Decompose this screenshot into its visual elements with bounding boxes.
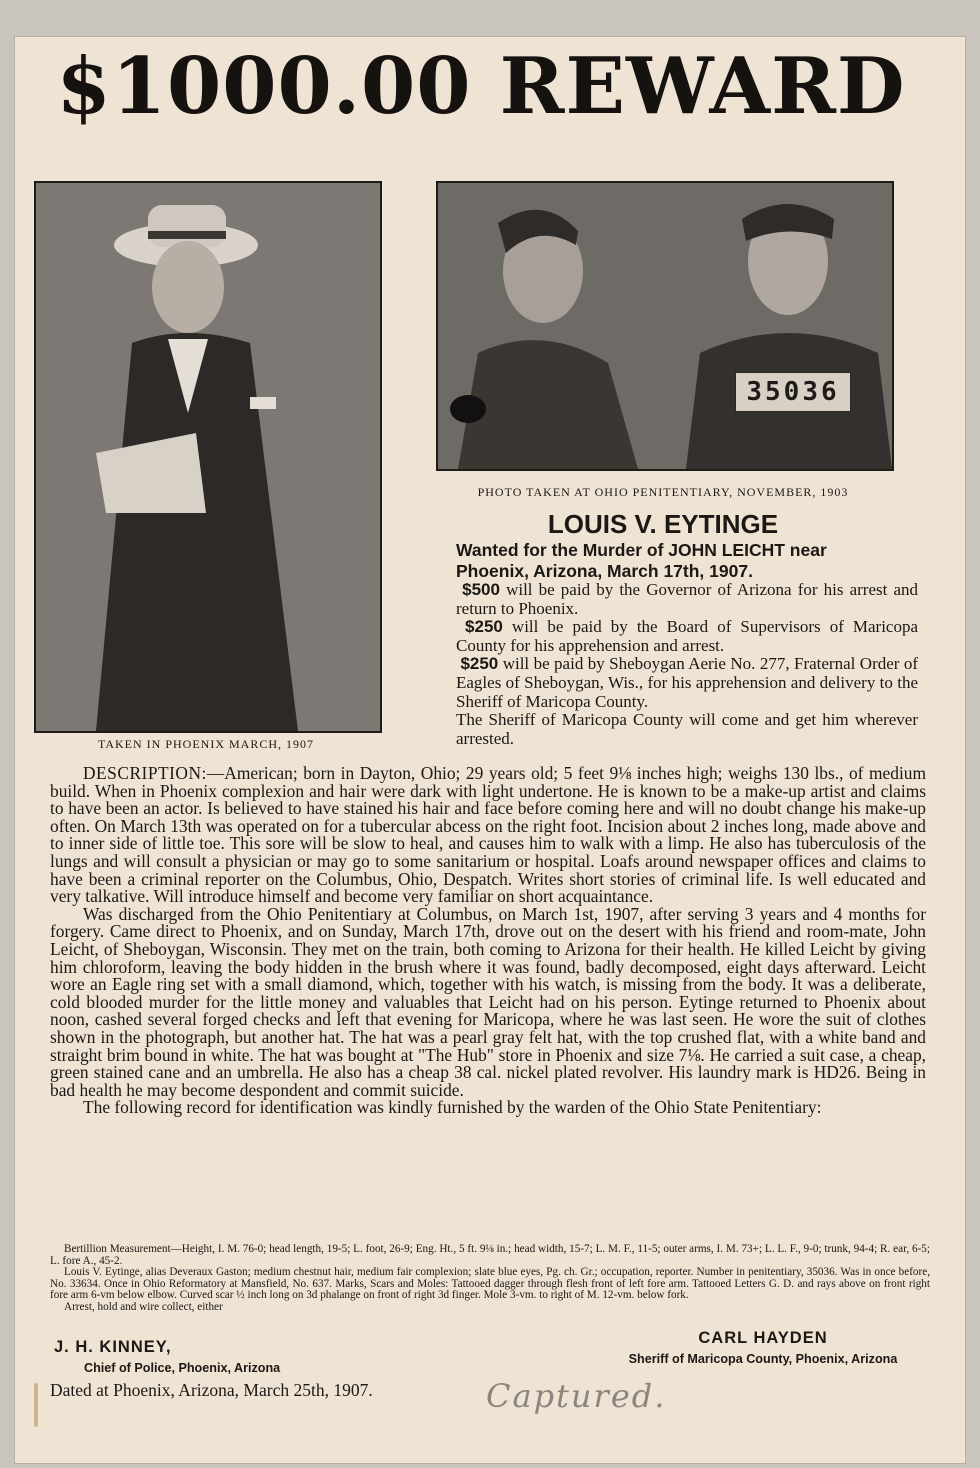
mugshot-photo	[436, 181, 894, 471]
string-tie	[34, 1383, 38, 1427]
wanted-statement	[456, 540, 930, 582]
reward-item	[456, 618, 918, 655]
reward-text: will be paid by the Board of Supervisors of Maricopa County for his apprehension and arrest.	[456, 617, 919, 655]
identification-record	[50, 1244, 930, 1313]
bertillon-measurements: Bertillion Measurement—Height, I. M. 76-0; head length, 19-5; L. foot, 26-9; Eng. Ht., 5 ft. 9⅛ in.; head width, 15-7; L. M. F., 11-5; outer arms, I. M. 73+; L. L. F., 9-0; trunk, 94-4; R. ear, 6-5; L. fore A., 45-2.	[50, 1243, 930, 1267]
signer-title: Sheriff of Maricopa County, Phoenix, Arizona	[628, 1352, 898, 1366]
description-body	[50, 765, 926, 1117]
fugitive-name: LOUIS V. EYTINGE	[547, 509, 779, 539]
reward-item	[456, 655, 918, 711]
description-paragraph: The following record for identification was kindly furnished by the warden of the Ohio State Penitentiary:	[83, 1097, 822, 1118]
reward-headline: $1000.00 REWARD	[56, 41, 906, 132]
description-label: DESCRIPTION:	[83, 763, 207, 783]
mugshot-caption: PHOTO TAKEN AT OHIO PENITENTIARY, NOVEMBER, 1903	[477, 485, 849, 499]
reward-amount: $250	[460, 654, 499, 674]
reward-text: will be paid by Sheboygan Aerie No. 277, Fraternal Order of Eagles of Sheboygan, Wis., for his apprehension and delivery to the Sheriff of Maricopa County.	[456, 654, 919, 711]
description-text: —American; born in Dayton, Ohio; 29 years old; 5 feet 9⅛ inches high; weighs 130 lbs., of medium build. When in Phoenix complexion and hair were dark with light undertone. He is known to be a make-up artist and claims to have been an actor. Is believed to have stained his hair and face before coming here and will no doubt change his make-up often. On March 13th was operated on for a tubercular abcess on the right foot. Incision about 2 inches long, made above and to inner side of little toe. This sore will be slow to heal, and causes him to walk with a limp. He also has tuberculosis of the lungs and will consult a physician or may go to some sanitarium or hospital. Loafs around newspaper offices and claims to have been a criminal reporter on the Columbus, Ohio, Despatch. Writes short stories of criminal life. Is well educated and very talkative. Will introduce himself and become very familiar on short acquaintance.	[50, 763, 926, 907]
reward-amount: $500	[462, 580, 500, 599]
wanted-line-2: Phoenix, Arizona, March 17th, 1907.	[456, 561, 753, 581]
description-paragraph: Was discharged from the Ohio Penitentiary at Columbus, on March 1st, 1907, after serving 3 years and 4 months for forgery. Came direct to Phoenix, and on Sunday, March 17th, drove out on the desert with his friend and room-mate, John Leicht, of Sheboygan, Wisconsin. They met on the train, both coming to Arizona for their health. He killed Leicht by giving him chloroform, leaving the body hidden in the brush where it was found, badly decomposed, eight days afterward. Leicht wore an Eagle ring set with a small diamond, which, together with his watch, is missing from the body. It was a deliberate, cold blooded murder for the little money and valuables that Leicht had on his person. Eytinge returned to Phoenix about noon, cashed several forged checks and left that evening for Maricopa, where he was last seen. He wore the suit of clothes shown in the photograph, but another hat. The hat was a pearl gray felt hat, with the top crushed flat, with a white band and straight brim bound in white. The hat was bought at "The Hub" store in Phoenix and size 7⅛. He carried a suit case, a cheap, green stained cane and an umbrella. He also has a cheap 38 cal. nickel plated revolver. His laundry mark is HD26. Being in bad health he may become despondent and commit suicide.	[50, 903, 926, 1100]
identification-details: Louis V. Eytinge, alias Deveraux Gaston; medium chestnut hair, medium fair complexion; slate blue eyes, Pg. ch. Gr.; occupation, reporter. Number in penitentiary, 35036. Was in once before, No. 33634. Once in Ohio Reformatory at Mansfield, No. 637. Marks, Scars and Moles: Tattooed dagger through flesh front of left fore arm. Tattooed Letters G. D. and rays above on front right fore arm 6-vm below elbow. Curved scar ½ inch long on 3d phalange on front of right 3d finger. Mole 3-vm. to right of M. 12-vm. below fork.	[50, 1266, 930, 1301]
signature-chief-of-police	[54, 1338, 280, 1375]
portrait-photo	[34, 181, 382, 733]
date-line: Dated at Phoenix, Arizona, March 25th, 1907.	[50, 1380, 373, 1400]
portrait-caption: TAKEN IN PHOENIX MARCH, 1907	[97, 737, 315, 751]
reward-item	[456, 581, 918, 618]
wanted-line-1: Wanted for the Murder of JOHN LEICHT near	[456, 540, 827, 560]
reward-text: will be paid by the Governor of Arizona for his arrest and return to Phoenix.	[456, 580, 919, 618]
signer-title: Chief of Police, Phoenix, Arizona	[84, 1361, 281, 1375]
prisoner-number-plate: 35036	[735, 372, 851, 412]
signer-name: J. H. KINNEY,	[54, 1338, 172, 1356]
signer-name: CARL HAYDEN	[698, 1329, 828, 1347]
sheriff-note: The Sheriff of Maricopa County will come and get him wherever arrested.	[456, 710, 918, 748]
signature-sheriff	[588, 1329, 938, 1366]
arrest-instruction: Arrest, hold and wire collect, either	[64, 1300, 223, 1313]
description-paragraph	[50, 765, 926, 906]
reward-terms	[456, 581, 918, 748]
reward-amount: $250	[465, 617, 503, 637]
handwritten-annotation: Captured.	[486, 1377, 667, 1415]
